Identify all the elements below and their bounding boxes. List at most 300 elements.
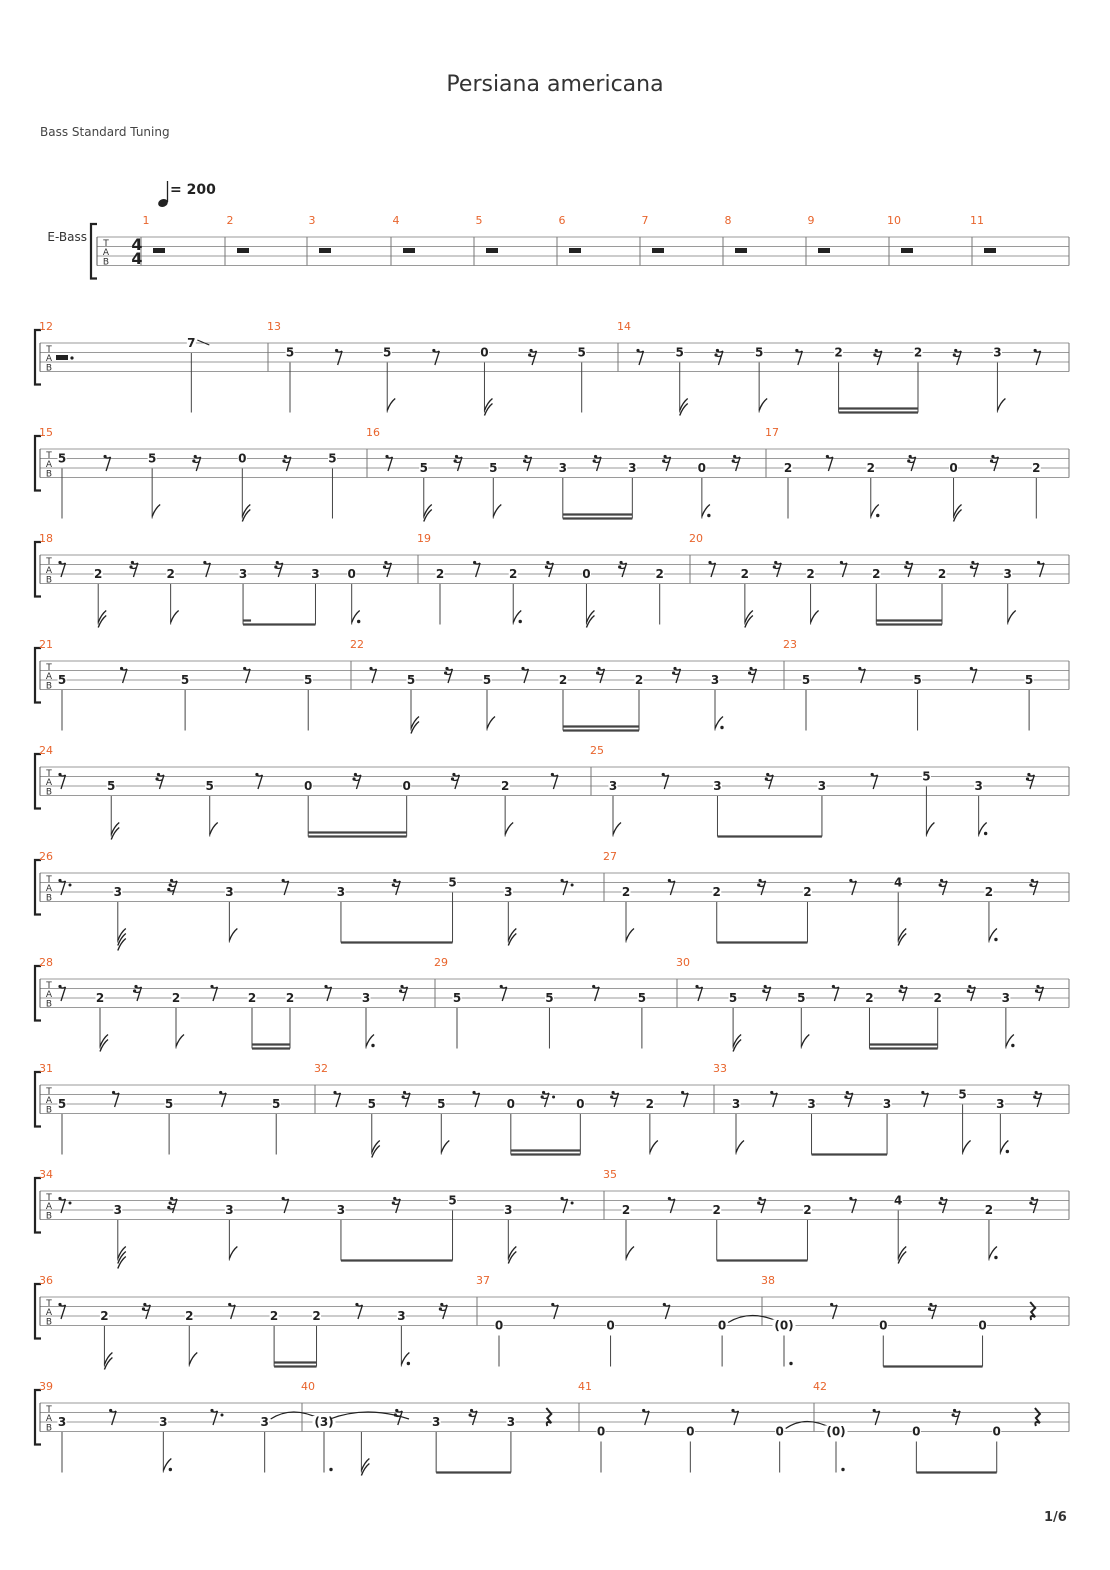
fret-number: 3 xyxy=(558,461,567,475)
rest-symbol xyxy=(899,985,907,1001)
rest-stroke xyxy=(877,351,882,365)
fret-number: 2 xyxy=(806,567,815,581)
fret-number: 5 xyxy=(489,461,498,475)
tab-clef-letter: A xyxy=(45,1202,53,1213)
tab-clef-letter: A xyxy=(102,248,110,259)
rest-stroke xyxy=(403,987,408,1001)
rest-stroke xyxy=(546,561,549,564)
rest-symbol xyxy=(109,1409,116,1425)
measure-number: 19 xyxy=(417,532,431,545)
rest-symbol xyxy=(1037,561,1044,577)
rest-stroke xyxy=(773,565,776,568)
rest-stroke xyxy=(445,667,448,670)
rest-stroke xyxy=(286,457,291,471)
rest-stroke xyxy=(356,775,361,789)
rest-stroke xyxy=(274,565,277,568)
rest-stroke xyxy=(399,989,402,992)
rest-stroke xyxy=(848,1093,853,1107)
rest-stroke xyxy=(611,1091,614,1094)
measure-number: 40 xyxy=(301,1380,315,1393)
tab-clef-letter: T xyxy=(46,981,52,991)
rest-stroke xyxy=(400,985,403,988)
rest-stroke xyxy=(369,667,372,670)
rest-stroke xyxy=(970,667,973,670)
fret-number: 5 xyxy=(482,673,492,687)
rest-stroke xyxy=(953,353,956,356)
rest-symbol xyxy=(762,985,771,1001)
rest-stroke xyxy=(153,248,165,253)
fret-number: 0 xyxy=(402,779,411,793)
rest-stroke xyxy=(387,563,392,577)
rest-stroke xyxy=(112,1091,115,1094)
rest-stroke xyxy=(766,987,771,1001)
rest-symbol xyxy=(58,561,65,577)
dot-mark xyxy=(407,1362,410,1365)
fret-number: 5 xyxy=(728,991,738,1005)
measure-number: 21 xyxy=(39,638,53,651)
rest-stroke xyxy=(406,1093,411,1107)
fret-number: 0 xyxy=(978,1318,987,1333)
rest-symbol xyxy=(451,773,460,789)
rest-symbol xyxy=(523,455,531,471)
rest-stroke xyxy=(600,669,605,683)
rest-stroke xyxy=(1029,1201,1032,1204)
rest-symbol xyxy=(642,1409,649,1425)
rest-stroke xyxy=(622,563,627,577)
rest-stroke xyxy=(732,459,735,462)
rest-symbol xyxy=(120,667,127,683)
rest-stroke xyxy=(532,351,537,365)
rest-symbol xyxy=(333,1091,340,1107)
rest-stroke xyxy=(967,989,970,992)
rest-symbol xyxy=(652,248,664,253)
measure-number: 13 xyxy=(267,320,281,333)
note-flag xyxy=(626,929,634,941)
tuning-label: Bass Standard Tuning xyxy=(40,125,170,139)
rest-stroke xyxy=(243,667,246,670)
rest-stroke xyxy=(663,1303,666,1306)
measure-number: 30 xyxy=(676,956,690,969)
rest-stroke xyxy=(939,1201,942,1204)
rest-stroke xyxy=(733,455,736,458)
rest-stroke xyxy=(335,349,338,352)
rest-symbol xyxy=(873,349,881,365)
rest-symbol xyxy=(757,1197,766,1213)
rest-stroke xyxy=(904,565,907,568)
rest-stroke xyxy=(563,1199,568,1213)
rest-stroke xyxy=(255,773,258,776)
rest-symbol xyxy=(663,1303,670,1319)
rest-stroke xyxy=(900,985,903,988)
tab-clef-letter: T xyxy=(46,1193,52,1203)
rest-symbol xyxy=(551,1303,558,1319)
rest-stroke xyxy=(734,1411,739,1425)
measure-number: 24 xyxy=(39,744,53,757)
fret-number: 5 xyxy=(437,1097,446,1111)
fret-number: 0 xyxy=(480,345,489,360)
rest-stroke xyxy=(639,351,644,365)
rest-stroke xyxy=(284,881,289,895)
rest-stroke xyxy=(1035,1408,1040,1426)
rest-symbol xyxy=(541,1091,555,1107)
rest-symbol xyxy=(58,985,65,1001)
rest-stroke xyxy=(444,671,447,674)
fret-number: 0 xyxy=(697,461,707,475)
rest-symbol xyxy=(921,1091,928,1107)
note-flag xyxy=(650,1141,658,1153)
fret-number: (3) xyxy=(314,1415,334,1429)
rest-stroke xyxy=(222,1093,227,1107)
fret-number: 7 xyxy=(187,336,196,350)
rest-stroke xyxy=(765,777,768,780)
rest-stroke xyxy=(718,351,723,365)
rest-stroke xyxy=(731,1409,734,1412)
rest-symbol xyxy=(592,985,599,1001)
tab-clef-letter: A xyxy=(45,884,53,895)
rest-stroke xyxy=(873,775,878,789)
rest-stroke xyxy=(681,1091,684,1094)
dot-mark xyxy=(1011,1044,1014,1047)
fret-number: 2 xyxy=(865,991,874,1005)
rest-symbol xyxy=(155,773,164,789)
note-flag xyxy=(176,1035,184,1047)
rest-stroke xyxy=(473,561,476,564)
rest-symbol xyxy=(970,561,978,577)
rest-stroke xyxy=(970,565,973,568)
tab-clef-letter: B xyxy=(45,893,53,904)
rest-stroke xyxy=(173,881,178,895)
fret-number: 3 xyxy=(731,1097,741,1111)
rest-stroke xyxy=(143,1303,146,1306)
rest-stroke xyxy=(561,1197,564,1200)
fret-number: 3 xyxy=(57,1415,67,1429)
rest-stroke xyxy=(170,1197,173,1200)
rest-stroke xyxy=(971,561,974,564)
rest-symbol xyxy=(1030,1302,1035,1320)
note-flag xyxy=(242,510,250,522)
rest-symbol xyxy=(1034,349,1041,365)
rest-stroke xyxy=(319,248,331,253)
rest-stroke xyxy=(383,565,386,568)
dot-mark xyxy=(876,514,879,517)
fret-number: 5 xyxy=(328,451,337,466)
rest-stroke xyxy=(849,879,852,882)
fret-number: 5 xyxy=(147,451,157,466)
fret-number: 2 xyxy=(634,673,644,687)
rest-stroke xyxy=(1036,985,1039,988)
rest-stroke xyxy=(246,669,251,683)
fret-number: 3 xyxy=(260,1415,269,1429)
rest-symbol xyxy=(444,667,453,683)
measure-number: 20 xyxy=(689,532,703,545)
rest-stroke xyxy=(940,1197,943,1200)
rest-stroke xyxy=(112,1411,117,1425)
fret-number: 5 xyxy=(675,345,684,360)
rest-stroke xyxy=(231,1305,236,1319)
rest-stroke xyxy=(652,248,664,253)
fret-number: 2 xyxy=(803,1203,812,1217)
rest-stroke xyxy=(972,669,977,683)
rest-symbol xyxy=(672,667,681,683)
rest-stroke xyxy=(472,1091,475,1094)
rest-stroke xyxy=(403,1091,406,1094)
rest-stroke xyxy=(735,248,747,253)
rest-stroke xyxy=(338,351,343,365)
rest-stroke xyxy=(852,1199,857,1213)
rest-symbol xyxy=(1035,1408,1040,1426)
rest-stroke xyxy=(871,773,874,776)
fret-number: 2 xyxy=(100,1309,109,1323)
measure-number: 4 xyxy=(392,214,400,227)
rest-stroke xyxy=(115,1093,120,1107)
rest-stroke xyxy=(327,987,332,1001)
fret-number: 3 xyxy=(628,461,637,475)
rest-symbol xyxy=(1029,1197,1038,1213)
tab-clef-letter: T xyxy=(46,663,52,673)
rest-stroke xyxy=(134,985,137,988)
measure-number: 2 xyxy=(226,214,234,227)
rest-stroke xyxy=(901,248,913,253)
rest-stroke xyxy=(1027,773,1030,776)
rest-stroke xyxy=(451,777,454,780)
fret-number: 2 xyxy=(94,567,103,581)
rest-stroke xyxy=(861,669,866,683)
rest-stroke xyxy=(1033,1199,1038,1213)
rest-symbol xyxy=(210,1409,223,1425)
rest-stroke xyxy=(133,989,136,992)
rest-stroke xyxy=(336,1093,341,1107)
tab-clef-letter: A xyxy=(45,1414,53,1425)
rest-stroke xyxy=(1030,775,1035,789)
rest-symbol xyxy=(392,1197,401,1213)
rest-stroke xyxy=(486,248,498,253)
fret-number: 5 xyxy=(1024,673,1034,687)
rest-symbol xyxy=(939,879,947,895)
rest-stroke xyxy=(826,455,829,458)
fret-number: 0 xyxy=(912,1424,921,1439)
rest-stroke xyxy=(761,881,766,895)
fret-number: 3 xyxy=(993,345,1002,360)
rest-stroke xyxy=(372,669,377,683)
measure-number: 26 xyxy=(39,850,53,863)
note-flag xyxy=(586,616,594,628)
rest-stroke xyxy=(393,1197,396,1200)
rest-stroke xyxy=(169,1201,172,1204)
rest-stroke xyxy=(939,883,942,886)
rest-symbol xyxy=(167,1197,177,1213)
fret-number: 3 xyxy=(974,779,983,793)
tab-clef-letter: A xyxy=(45,672,53,683)
rest-stroke xyxy=(906,561,909,564)
rest-stroke xyxy=(554,1305,559,1319)
rest-stroke xyxy=(476,563,481,577)
fret-number: 3 xyxy=(113,1203,122,1217)
rest-symbol xyxy=(58,773,65,789)
rest-symbol xyxy=(228,1303,235,1319)
measure-number: 31 xyxy=(39,1062,53,1075)
rest-stroke xyxy=(957,351,962,365)
measure-number: 41 xyxy=(578,1380,592,1393)
tab-clef-letter: B xyxy=(45,1423,53,1434)
note-flag xyxy=(811,611,819,623)
rest-stroke xyxy=(169,883,172,886)
measure-number: 39 xyxy=(39,1380,53,1393)
rest-symbol xyxy=(735,248,747,253)
fret-number: 2 xyxy=(621,1203,631,1217)
rest-stroke xyxy=(551,773,554,776)
rest-stroke xyxy=(395,1409,398,1412)
fret-number: 5 xyxy=(637,991,647,1005)
rest-symbol xyxy=(454,455,463,471)
rest-stroke xyxy=(1031,879,1034,882)
measure-number: 38 xyxy=(761,1274,775,1287)
rest-stroke xyxy=(953,1409,956,1412)
note-flag xyxy=(926,823,934,835)
rest-symbol xyxy=(952,1409,961,1425)
rest-stroke xyxy=(69,1202,72,1205)
rest-symbol xyxy=(403,248,415,253)
rest-stroke xyxy=(759,879,762,882)
fret-number: 2 xyxy=(185,1309,194,1323)
tab-clef-letter: A xyxy=(45,1308,53,1319)
rest-stroke xyxy=(736,457,741,471)
rest-stroke xyxy=(830,1303,833,1306)
fret-number: 4 xyxy=(894,875,903,890)
rest-symbol xyxy=(832,985,839,1001)
rest-symbol xyxy=(904,561,913,577)
fret-number: 2 xyxy=(834,345,843,360)
rest-stroke xyxy=(388,457,393,471)
rest-stroke xyxy=(521,667,524,670)
rest-stroke xyxy=(278,563,283,577)
fret-number: 3 xyxy=(504,1203,513,1217)
rest-symbol xyxy=(274,561,283,577)
rest-stroke xyxy=(210,985,213,988)
note-flag xyxy=(997,399,1005,411)
measure-number: 17 xyxy=(765,426,779,439)
rest-stroke xyxy=(594,455,597,458)
rest-stroke xyxy=(440,1303,443,1306)
rest-stroke xyxy=(70,356,73,359)
rest-stroke xyxy=(458,457,463,471)
rest-stroke xyxy=(932,1305,937,1319)
rest-stroke xyxy=(282,459,285,462)
rest-stroke xyxy=(956,1411,961,1425)
rest-symbol xyxy=(928,1303,937,1319)
measure-number: 10 xyxy=(887,214,901,227)
note-flag xyxy=(745,616,753,628)
rest-stroke xyxy=(749,667,752,670)
fret-number: 0 xyxy=(596,1424,606,1439)
note-flag xyxy=(189,1353,197,1365)
rest-stroke xyxy=(645,1411,650,1425)
rest-stroke xyxy=(1040,563,1045,577)
rest-stroke xyxy=(173,1199,178,1213)
rest-stroke xyxy=(358,1305,363,1319)
rest-stroke xyxy=(676,669,681,683)
page-number: 1/6 xyxy=(1044,1510,1067,1525)
rest-stroke xyxy=(1036,351,1041,365)
rest-stroke xyxy=(974,563,979,577)
rest-stroke xyxy=(818,248,830,253)
fret-number: 3 xyxy=(238,567,248,581)
rest-symbol xyxy=(319,248,331,253)
measure-number: 42 xyxy=(813,1380,827,1393)
rest-stroke xyxy=(210,1409,213,1412)
rest-stroke xyxy=(1037,1093,1042,1107)
rest-stroke xyxy=(832,985,835,988)
rest-symbol xyxy=(953,349,962,365)
rest-symbol xyxy=(662,773,669,789)
rest-stroke xyxy=(524,669,529,683)
rest-stroke xyxy=(711,563,716,577)
rest-symbol xyxy=(545,561,553,577)
note-flag xyxy=(954,510,962,522)
rest-stroke xyxy=(206,563,211,577)
tie-arc xyxy=(330,1412,409,1419)
rest-stroke xyxy=(873,1409,876,1412)
rest-stroke xyxy=(668,1197,671,1200)
note-flag xyxy=(118,1257,126,1269)
note-flag xyxy=(963,1141,971,1153)
rest-symbol xyxy=(1026,773,1035,789)
rest-symbol xyxy=(1029,879,1038,895)
rest-stroke xyxy=(663,455,666,458)
rest-stroke xyxy=(952,1413,955,1416)
rest-symbol xyxy=(765,773,773,789)
rest-stroke xyxy=(284,455,287,458)
rest-stroke xyxy=(61,1199,66,1213)
rest-stroke xyxy=(545,1093,550,1107)
rest-stroke xyxy=(849,1197,852,1200)
fret-number: 2 xyxy=(712,885,721,899)
rest-stroke xyxy=(258,775,263,789)
rest-stroke xyxy=(899,989,902,992)
rest-stroke xyxy=(929,1303,932,1306)
measure-number: 1 xyxy=(142,214,150,227)
dot-mark xyxy=(519,620,522,623)
fret-number: 2 xyxy=(803,885,812,899)
rest-stroke xyxy=(833,1305,838,1319)
fret-number: 2 xyxy=(247,991,257,1005)
note-flag xyxy=(613,823,621,835)
tab-clef-letter: B xyxy=(45,363,53,374)
fret-number: 2 xyxy=(171,991,181,1005)
fret-number: 5 xyxy=(57,1097,67,1111)
dot-mark xyxy=(994,1256,997,1259)
dot-mark xyxy=(169,1468,172,1471)
rest-stroke xyxy=(907,459,910,462)
rest-symbol xyxy=(486,248,498,253)
note-flag xyxy=(1008,611,1016,623)
rest-symbol xyxy=(849,1197,856,1213)
rest-stroke xyxy=(159,775,164,789)
note-flag xyxy=(493,505,501,517)
rest-stroke xyxy=(435,351,440,365)
fret-number: 2 xyxy=(866,461,875,475)
rest-stroke xyxy=(1039,987,1044,1001)
fret-number: 5 xyxy=(448,1193,457,1208)
rest-symbol xyxy=(399,985,408,1001)
rest-stroke xyxy=(396,881,401,895)
dot-mark xyxy=(329,1468,332,1471)
fret-number: 0 xyxy=(949,461,958,475)
rest-stroke xyxy=(561,879,564,882)
rest-symbol xyxy=(967,985,976,1001)
measure-number: 18 xyxy=(39,532,53,545)
rest-stroke xyxy=(592,985,595,988)
rest-stroke xyxy=(943,1199,948,1213)
